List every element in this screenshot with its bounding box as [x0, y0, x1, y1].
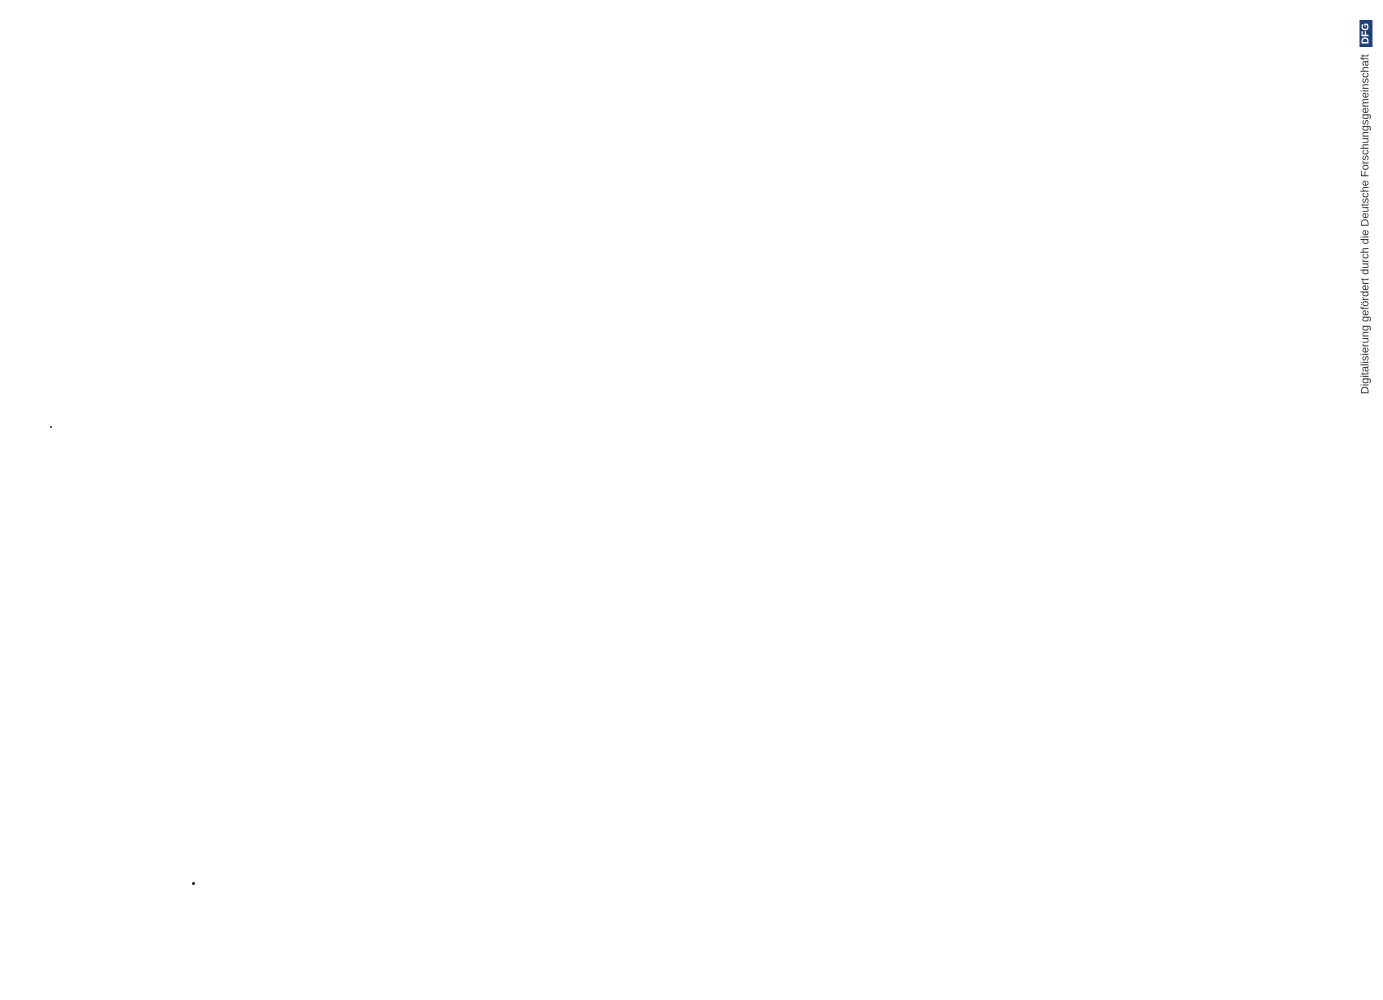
digitization-text: Digitalisierung gefördert durch die Deutsche Forschungsgemeinschaft — [1359, 54, 1372, 395]
digitization-strip — [1355, 8, 1377, 992]
dfg-logo: DFG — [1360, 20, 1373, 47]
scan-speck — [50, 426, 52, 428]
scan-speck — [192, 882, 195, 885]
digitization-note — [1360, 20, 1373, 980]
